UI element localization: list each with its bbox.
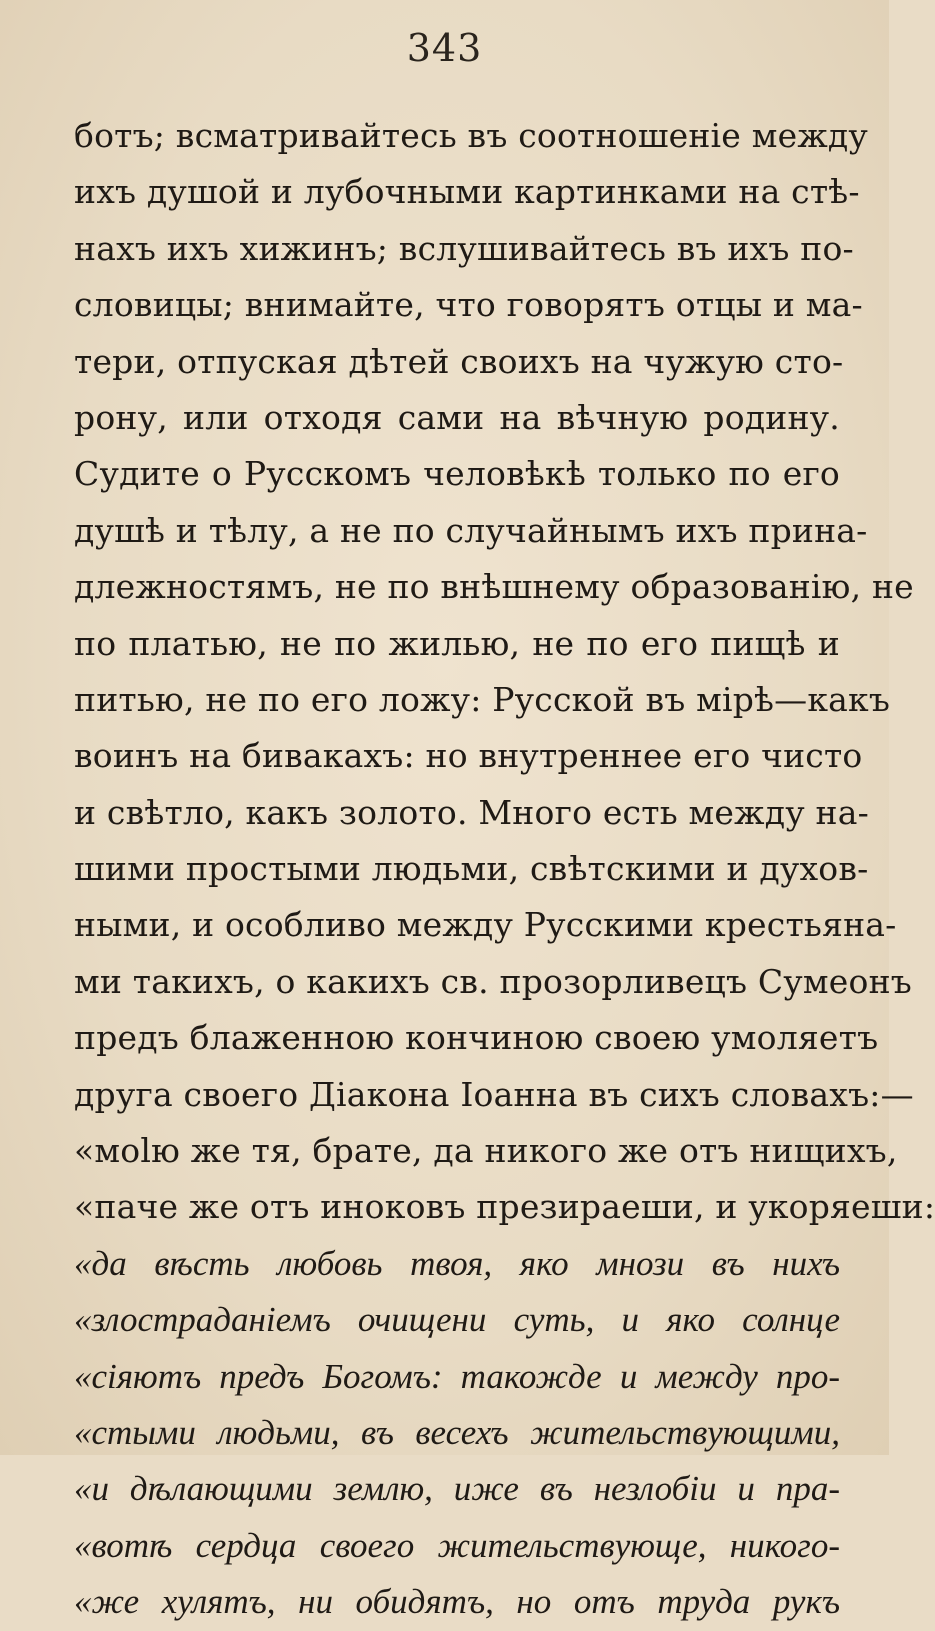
quote-line: «сіяютъ предъ Богомъ: такожде и между про-: [74, 1356, 840, 1396]
text-line: Судите о Русскомъ человѣкѣ только по его: [74, 454, 840, 494]
text-line: рону, или отходя сами на вѣчную родину.: [74, 397, 840, 437]
quote-line: «же хулятъ, ни обидятъ, но отъ труда рукъ: [74, 1582, 840, 1622]
text-line: ми такихъ, о какихъ св. прозорливецъ Сумеонъ: [74, 961, 912, 1001]
text-line: «паче же отъ иноковъ презираеши, и укоряеши:: [74, 1187, 935, 1227]
text-line: тери, отпуская дѣтей своихъ на чужую сто-: [74, 341, 844, 381]
text-line: предъ блаженною кончиною своею умоляетъ: [74, 1018, 879, 1058]
quote-line: «вотѣ сердца своего жительствующе, никого-: [74, 1525, 840, 1565]
text-line: ботъ; всматривайтесь въ соотношеніе между: [74, 116, 869, 155]
text-line: нахъ ихъ хижинъ; вслушивайтесь въ ихъ по-: [74, 228, 854, 268]
text-line: «моlю же тя, брате, да никого же отъ нищихъ,: [74, 1131, 898, 1171]
text-line: словицы; внимайте, что говорятъ отцы и ма-: [74, 285, 863, 325]
text-line: ихъ душой и лубочными картинками на стѣ-: [74, 172, 860, 212]
quote-line: «стыми людьми, въ весехъ жительствующими,: [74, 1412, 840, 1452]
text-line: по платью, не по жилью, не по его пищѣ и: [74, 623, 840, 663]
text-line: и свѣтло, какъ золото. Много есть между на-: [74, 792, 869, 832]
text-line: питью, не по его ложу: Русской въ мірѣ—какъ: [74, 679, 891, 719]
quote-line: «да вѣсть любовь твоя, яко мнози въ нихъ: [74, 1243, 840, 1283]
text-line: друга своего Діакона Іоанна въ сихъ словахъ:—: [74, 1074, 914, 1114]
text-line: ными, и особливо между Русскими крестьяна-: [74, 905, 897, 945]
quote-line: «и дѣлающими землю, иже въ незлобіи и пра-: [74, 1469, 840, 1509]
text-line: душѣ и тѣлу, а не по случайнымъ ихъ прина-: [74, 510, 868, 550]
quote-line: «злостраданіемъ очищени суть, и яко солнце: [74, 1300, 840, 1340]
page-number: 343: [406, 26, 483, 70]
text-line: длежностямъ, не по внѣшнему образованію, не: [74, 567, 914, 607]
text-line: шими простыми людьми, свѣтскими и духов-: [74, 849, 869, 889]
text-line: воинъ на бивакахъ: но внутреннее его чисто: [74, 736, 863, 776]
body-text: [74, 108, 935, 1631]
